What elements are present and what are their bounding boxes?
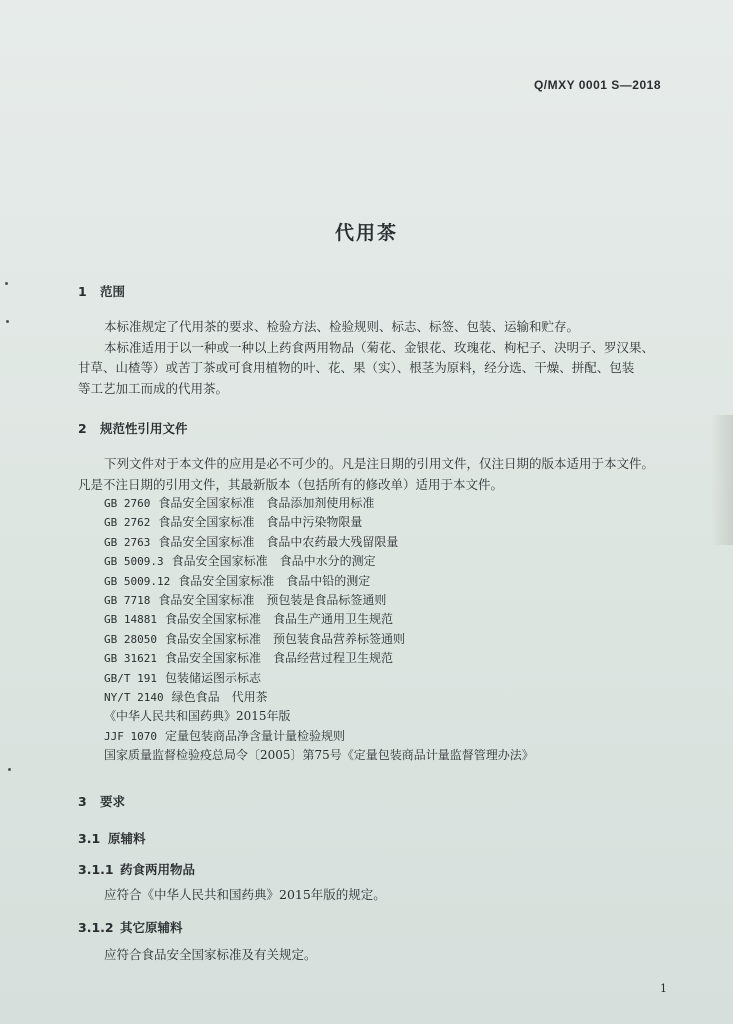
reference-item [104,649,534,668]
reference-title: 食品安全国家标准 食品中水分的测定 [171,554,376,569]
references-intro-line: 下列文件对于本文件的应用是必不可少的。凡是注日期的引用文件，仅注日期的版本适用于本文件。 [104,456,655,471]
scope-paragraph [78,317,663,399]
reference-code: JJF 1070 [104,729,157,743]
reference-title: 食品安全国家标准 预包装食品营养标签通则 [164,631,405,646]
reference-list [104,494,534,766]
section-number: 3 [78,794,87,809]
subsection-3-1-1-text [78,885,663,906]
subsection-3-1-2-heading [78,918,183,936]
section-title: 要求 [100,794,126,809]
reference-item [104,494,534,513]
reference-item [104,707,534,726]
reference-code: GB 2762 [104,516,151,530]
scan-edge-shadow [711,415,733,545]
reference-item [104,746,534,765]
reference-title: 包装储运图示标志 [164,670,261,685]
subsection-number: 3.1 [78,831,101,846]
references-intro-line: 凡是不注日期的引用文件，其最新版本（包括所有的修改单）适用于本文件。 [78,476,504,492]
reference-item [104,572,534,591]
subsection-number: 3.1.1 [78,862,114,877]
reference-code: GB/T 191 [104,671,157,685]
scan-speck [8,768,11,771]
reference-item [104,610,534,629]
reference-code: GB 28050 [104,632,157,646]
reference-title: 食品安全国家标准 食品生产通用卫生规范 [164,612,393,627]
page-number: 1 [660,982,667,995]
section-title: 规范性引用文件 [100,421,188,436]
reference-title: 《中华人民共和国药典》2015年版 [104,709,291,724]
reference-item [104,688,534,707]
subsection-3-1-1-heading [78,860,195,878]
subsection-title: 原辅料 [108,831,146,846]
reference-title: 绿色食品 代用茶 [171,690,268,705]
subsection-title: 药食两用物品 [120,862,196,877]
section-title: 范围 [100,284,126,299]
subsection-title: 其它原辅料 [120,920,183,935]
reference-title: 食品安全国家标准 食品中铅的测定 [178,573,371,588]
scope-line: 本标准适用于以一种或一种以上药食两用物品（菊花、金银花、玫瑰花、枸杞子、决明子、罗汉果、 [104,339,655,355]
scope-line: 等工艺加工而成的代用茶。 [78,380,229,396]
reference-code: GB 2763 [104,535,151,549]
reference-item [104,552,534,571]
reference-item [104,630,534,649]
subsection-3-1-2-text [78,945,663,966]
reference-item [104,533,534,552]
reference-item [104,727,534,746]
reference-title: 食品安全国家标准 食品中农药最大残留限量 [158,534,399,549]
reference-code: GB 31621 [104,652,157,666]
section-number: 2 [78,421,87,436]
reference-item [104,513,534,532]
reference-title: 国家质量监督检验疫总局令〔2005〕第75号《定量包装商品计量监督管理办法》 [104,748,534,763]
reference-code: GB 2760 [104,497,151,510]
reference-code: GB 14881 [104,613,157,627]
scope-line: 甘草、山楂等）或苦丁茶或可食用植物的叶、花、果（实）、根茎为原料，经分选、干燥、拼配、包装 [78,360,635,375]
reference-title: 食品安全国家标准 预包装是食品标签通则 [158,593,387,608]
reference-code: GB 7718 [104,594,151,608]
section-2-heading [78,419,188,437]
section-number: 1 [78,284,87,299]
reference-title: 食品安全国家标准 食品经营过程卫生规范 [164,651,393,666]
subsection-number: 3.1.2 [78,920,114,935]
subsection-text-line: 应符合食品安全国家标准及有关规定。 [104,947,317,962]
references-intro [78,454,663,495]
reference-code: GB 5009.12 [104,574,171,588]
reference-code: GB 5009.3 [104,555,164,569]
reference-code: NY/T 2140 [104,691,164,705]
reference-item [104,591,534,610]
scan-speck [5,282,8,285]
reference-title: 食品安全国家标准 食品添加剂使用标准 [158,496,375,510]
document-title: 代用茶 [334,222,398,244]
reference-title: 定量包装商品净含量计量检验规则 [164,728,345,743]
section-3-heading [78,792,125,810]
reference-item [104,669,534,688]
reference-title: 食品安全国家标准 食品中污染物限量 [158,515,363,530]
scope-line: 本标准规定了代用茶的要求、检验方法、检验规则、标志、标签、包装、运输和贮存。 [104,319,580,334]
document-code: Q/MXY 0001 S—2018 [533,78,661,92]
section-1-heading [78,282,125,300]
scan-speck [6,320,9,323]
subsection-text-line: 应符合《中华人民共和国药典》2015年版的规定。 [104,887,386,902]
subsection-3-1-heading [78,829,146,847]
